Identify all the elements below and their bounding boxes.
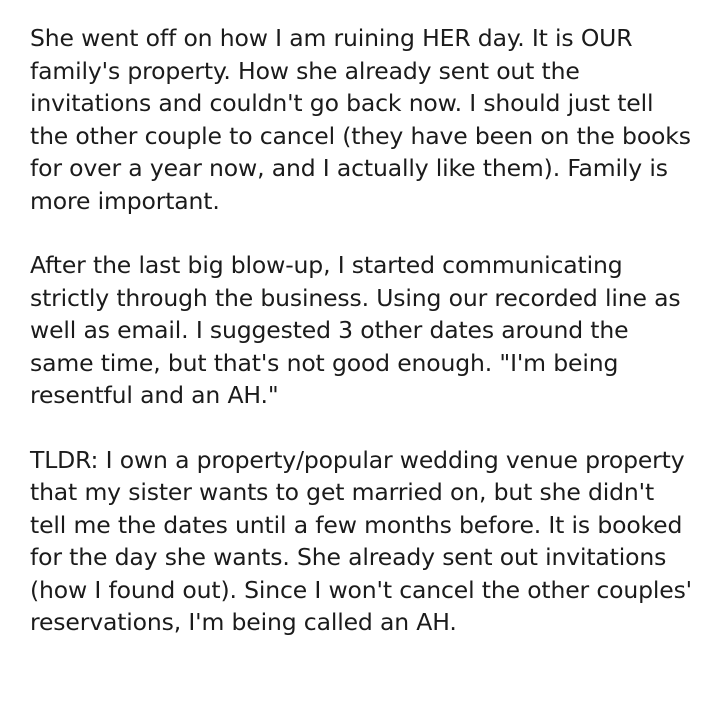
paragraph-1: She went off on how I am ruining HER day. It is OUR family's property. How she already sent out the invitations and couldn't go back now. I should just tell the other couple to cancel (they have been on the books for over a year now, and I actually like them). Family is more important. — [30, 24, 699, 215]
paragraph-3: TLDR: I own a property/popular wedding venue property that my sister wants to get married on, but she didn't tell me the dates until a few months before. It is booked for the day she wants. She already sent out invitations (how I found out). Since I won't cancel the other couples' reservations, I'm being called an AH. — [30, 445, 700, 636]
paragraph-2: After the last big blow-up, I started communicating strictly through the business. Using our recorded line as well as email. I suggested 3 other dates around the same time, but that's not good enough. "I'm being resentful and an AH." — [30, 251, 688, 409]
